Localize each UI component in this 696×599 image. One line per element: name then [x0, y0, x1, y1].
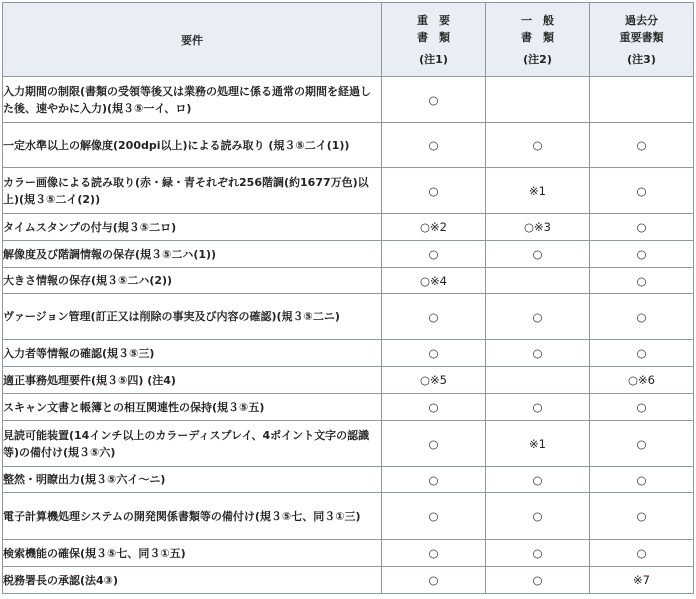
general-docs-mark: ○	[486, 467, 590, 493]
past-docs-mark: ○	[590, 214, 694, 241]
header-col3-note: (注3)	[627, 52, 656, 66]
table-row	[3, 214, 694, 241]
header-col2-line1: 一 般	[521, 13, 554, 27]
table-row	[3, 340, 694, 367]
requirement-cell: ヴァージョン管理(訂正又は削除の事実及び内容の確認)(規３⑤二ニ)	[3, 294, 382, 340]
general-docs-mark	[486, 367, 590, 394]
general-docs-mark: ○	[486, 567, 590, 594]
important-docs-mark: ○※2	[382, 214, 486, 241]
general-docs-mark: ○	[486, 540, 590, 567]
header-col1-note: (注1)	[419, 52, 448, 66]
table-row	[3, 540, 694, 567]
past-docs-mark: ○	[590, 394, 694, 421]
important-docs-mark: ○	[382, 540, 486, 567]
requirement-cell: 一定水準以上の解像度(200dpi以上)による読み取り (規３⑤二イ(1))	[3, 123, 382, 168]
general-docs-mark: ○	[486, 340, 590, 367]
requirement-cell: タイムスタンプの付与(規３⑤二ロ)	[3, 214, 382, 241]
table-row	[3, 241, 694, 268]
general-docs-mark: ○	[486, 241, 590, 268]
header-row	[3, 3, 694, 77]
header-col2-note: (注2)	[523, 52, 552, 66]
past-docs-mark	[590, 77, 694, 123]
general-docs-mark	[486, 268, 590, 294]
past-docs-mark: ○	[590, 123, 694, 168]
past-docs-mark: ○	[590, 340, 694, 367]
header-col2-line2: 書 類	[521, 30, 554, 44]
general-docs-mark: ○	[486, 493, 590, 540]
important-docs-mark: ○	[382, 168, 486, 214]
requirement-cell: 入力者等情報の確認(規３⑤三)	[3, 340, 382, 367]
important-docs-mark: ○	[382, 123, 486, 168]
table-row	[3, 367, 694, 394]
general-docs-mark: ○	[486, 394, 590, 421]
requirement-cell: 入力期間の制限(書類の受領等後又は業務の処理に係る通常の期間を経過した後、速やかに入力)(規３⑤一イ、ロ)	[3, 77, 382, 123]
table-row	[3, 394, 694, 421]
past-docs-mark: ○	[590, 294, 694, 340]
past-docs-mark: ○	[590, 168, 694, 214]
table-row	[3, 77, 694, 123]
requirement-cell: 解像度及び階調情報の保存(規３⑤二ハ(1))	[3, 241, 382, 268]
table-row	[3, 168, 694, 214]
header-past-important-docs	[590, 3, 694, 77]
past-docs-mark: ※7	[590, 567, 694, 594]
important-docs-mark: ○	[382, 340, 486, 367]
header-col1-line2: 書 類	[417, 30, 450, 44]
important-docs-mark: ○※5	[382, 367, 486, 394]
header-important-docs	[382, 3, 486, 77]
requirement-cell: 見読可能装置(14インチ以上のカラーディスプレイ、4ポイント文字の認識等)の備付け(規３⑤六)	[3, 421, 382, 467]
important-docs-mark: ○	[382, 394, 486, 421]
requirement-cell: スキャン文書と帳簿との相互関連性の保持(規３⑤五)	[3, 394, 382, 421]
past-docs-mark: ○	[590, 241, 694, 268]
header-requirement: 要件	[3, 3, 382, 77]
table-row	[3, 123, 694, 168]
header-general-docs	[486, 3, 590, 77]
important-docs-mark: ○	[382, 294, 486, 340]
past-docs-mark: ○	[590, 493, 694, 540]
header-col1-line1: 重 要	[417, 13, 450, 27]
general-docs-mark: ○	[486, 294, 590, 340]
requirement-cell: 電子計算機処理システムの開発関係書類等の備付け(規３⑤七、同３①三)	[3, 493, 382, 540]
important-docs-mark: ○	[382, 493, 486, 540]
requirement-cell: 検索機能の確保(規３⑤七、同３①五)	[3, 540, 382, 567]
requirement-cell: 大きさ情報の保存(規３⑤二ハ(2))	[3, 268, 382, 294]
general-docs-mark: ※1	[486, 168, 590, 214]
table-row	[3, 467, 694, 493]
header-col3-line1: 過去分	[625, 13, 658, 27]
requirements-table	[2, 2, 694, 594]
past-docs-mark: ○	[590, 540, 694, 567]
past-docs-mark: ○	[590, 421, 694, 467]
important-docs-mark: ○	[382, 241, 486, 268]
table-row	[3, 493, 694, 540]
requirement-cell: 整然・明瞭出力(規３⑤六イ〜ニ)	[3, 467, 382, 493]
general-docs-mark: ※1	[486, 421, 590, 467]
requirement-cell: 税務署長の承認(法4③)	[3, 567, 382, 594]
past-docs-mark: ○	[590, 268, 694, 294]
general-docs-mark: ○※3	[486, 214, 590, 241]
past-docs-mark: ○※6	[590, 367, 694, 394]
table-row	[3, 421, 694, 467]
important-docs-mark: ○	[382, 77, 486, 123]
general-docs-mark: ○	[486, 123, 590, 168]
table-row	[3, 294, 694, 340]
requirement-cell: カラー画像による読み取り(赤・緑・青それぞれ256階調(約1677万色)以上)(規３⑤二イ(2))	[3, 168, 382, 214]
table-row	[3, 567, 694, 594]
past-docs-mark: ○	[590, 467, 694, 493]
header-col3-line2: 重要書類	[619, 30, 664, 44]
important-docs-mark: ○	[382, 567, 486, 594]
general-docs-mark	[486, 77, 590, 123]
important-docs-mark: ○	[382, 467, 486, 493]
important-docs-mark: ○※4	[382, 268, 486, 294]
table-row	[3, 268, 694, 294]
important-docs-mark: ○	[382, 421, 486, 467]
requirement-cell: 適正事務処理要件(規３⑤四) (注4)	[3, 367, 382, 394]
